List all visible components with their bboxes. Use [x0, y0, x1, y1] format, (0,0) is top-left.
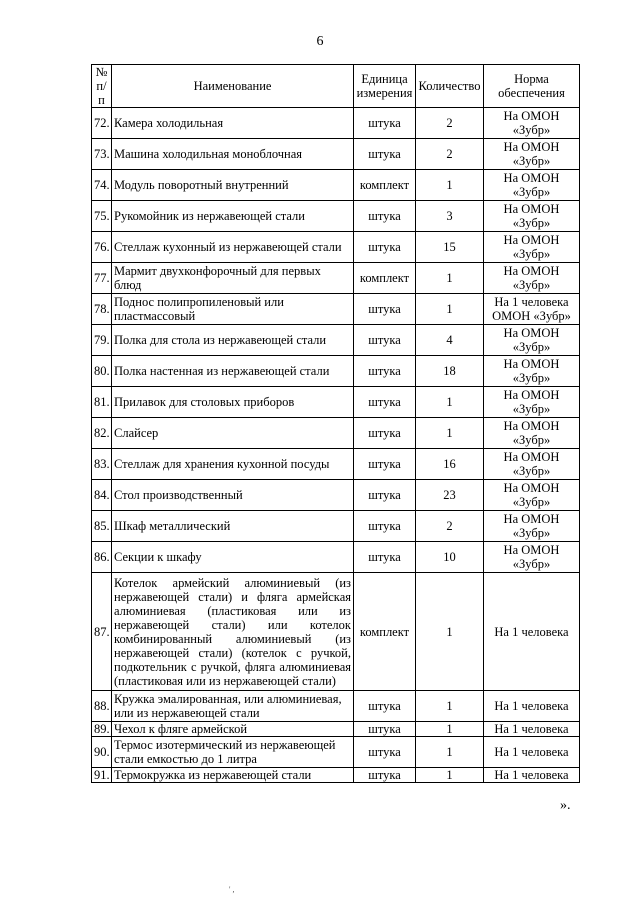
row-norm: На ОМОН «Зубр» — [484, 356, 580, 387]
row-number: 76. — [92, 232, 112, 263]
closing-quote-mark: ». — [560, 798, 571, 813]
header-norm: Норма обеспечения — [484, 65, 580, 108]
row-unit: штука — [354, 691, 416, 722]
row-norm: На ОМОН «Зубр» — [484, 387, 580, 418]
table-row — [92, 768, 580, 783]
row-unit: штука — [354, 480, 416, 511]
row-quantity: 1 — [416, 722, 484, 737]
row-number: 91. — [92, 768, 112, 783]
row-norm: На 1 человека — [484, 722, 580, 737]
row-name: Стеллаж кухонный из нержавеющей стали — [112, 232, 354, 263]
row-unit: штука — [354, 387, 416, 418]
row-norm: На ОМОН «Зубр» — [484, 201, 580, 232]
row-norm: На ОМОН «Зубр» — [484, 542, 580, 573]
row-number: 88. — [92, 691, 112, 722]
row-number: 78. — [92, 294, 112, 325]
table-row — [92, 418, 580, 449]
row-norm: На ОМОН «Зубр» — [484, 480, 580, 511]
row-unit: штука — [354, 139, 416, 170]
row-norm: На ОМОН «Зубр» — [484, 108, 580, 139]
row-name: Стол производственный — [112, 480, 354, 511]
header-unit: Единица измерения — [354, 65, 416, 108]
equipment-norms-table — [91, 64, 580, 783]
row-number: 82. — [92, 418, 112, 449]
row-number: 83. — [92, 449, 112, 480]
table-row — [92, 170, 580, 201]
row-number: 73. — [92, 139, 112, 170]
row-quantity: 2 — [416, 511, 484, 542]
table-header-row — [92, 65, 580, 108]
row-number: 79. — [92, 325, 112, 356]
row-quantity: 1 — [416, 263, 484, 294]
row-name: Стеллаж для хранения кухонной посуды — [112, 449, 354, 480]
row-norm: На 1 человека — [484, 573, 580, 691]
row-name: Модуль поворотный внутренний — [112, 170, 354, 201]
row-number: 74. — [92, 170, 112, 201]
row-quantity: 1 — [416, 737, 484, 768]
row-quantity: 3 — [416, 201, 484, 232]
table-row — [92, 542, 580, 573]
table-row — [92, 139, 580, 170]
row-quantity: 18 — [416, 356, 484, 387]
row-unit: комплект — [354, 573, 416, 691]
row-number: 85. — [92, 511, 112, 542]
row-number: 81. — [92, 387, 112, 418]
row-quantity: 1 — [416, 768, 484, 783]
row-name: Мармит двухконфорочный для первых блюд — [112, 263, 354, 294]
table-row — [92, 325, 580, 356]
row-quantity: 2 — [416, 139, 484, 170]
row-norm: На 1 человека — [484, 691, 580, 722]
table-row — [92, 480, 580, 511]
table-row — [92, 263, 580, 294]
row-name: Термокружка из нержавеющей стали — [112, 768, 354, 783]
row-name: Секции к шкафу — [112, 542, 354, 573]
row-name: Машина холодильная моноблочная — [112, 139, 354, 170]
row-unit: комплект — [354, 263, 416, 294]
row-unit: штука — [354, 511, 416, 542]
row-unit: штука — [354, 232, 416, 263]
row-norm: На ОМОН «Зубр» — [484, 139, 580, 170]
row-quantity: 1 — [416, 387, 484, 418]
row-unit: штука — [354, 108, 416, 139]
row-number: 77. — [92, 263, 112, 294]
row-name: Поднос полипропиленовый или пластмассовый — [112, 294, 354, 325]
row-unit: штука — [354, 418, 416, 449]
row-number: 72. — [92, 108, 112, 139]
table-row — [92, 737, 580, 768]
row-number: 90. — [92, 737, 112, 768]
row-quantity: 1 — [416, 691, 484, 722]
row-norm: На ОМОН «Зубр» — [484, 418, 580, 449]
table-row — [92, 573, 580, 691]
row-unit: штука — [354, 449, 416, 480]
row-name: Прилавок для столовых приборов — [112, 387, 354, 418]
row-number: 75. — [92, 201, 112, 232]
row-unit: штука — [354, 722, 416, 737]
table-row — [92, 201, 580, 232]
row-quantity: 1 — [416, 418, 484, 449]
row-norm: На ОМОН «Зубр» — [484, 325, 580, 356]
row-norm: На ОМОН «Зубр» — [484, 511, 580, 542]
row-quantity: 4 — [416, 325, 484, 356]
page-number: 6 — [316, 34, 324, 49]
row-norm: На 1 человека — [484, 768, 580, 783]
row-quantity: 2 — [416, 108, 484, 139]
row-quantity: 23 — [416, 480, 484, 511]
header-num: № п/п — [92, 65, 112, 108]
row-unit: штука — [354, 737, 416, 768]
table-row — [92, 232, 580, 263]
row-unit: штука — [354, 201, 416, 232]
row-number: 87. — [92, 573, 112, 691]
header-qty: Количество — [416, 65, 484, 108]
row-name: Полка для стола из нержавеющей стали — [112, 325, 354, 356]
header-name: Наименование — [112, 65, 354, 108]
row-quantity: 1 — [416, 294, 484, 325]
row-number: 80. — [92, 356, 112, 387]
row-norm: На ОМОН «Зубр» — [484, 263, 580, 294]
table-row — [92, 294, 580, 325]
row-name: Камера холодильная — [112, 108, 354, 139]
row-name: Чехол к фляге армейской — [112, 722, 354, 737]
row-quantity: 16 — [416, 449, 484, 480]
row-unit: штука — [354, 325, 416, 356]
row-name: Термос изотермический из нержавеющей стали емкостью до 1 литра — [112, 737, 354, 768]
row-norm: На 1 человека ОМОН «Зубр» — [484, 294, 580, 325]
row-quantity: 15 — [416, 232, 484, 263]
row-number: 84. — [92, 480, 112, 511]
footer-mark: ' , — [229, 885, 235, 894]
row-unit: штука — [354, 768, 416, 783]
row-name: Полка настенная из нержавеющей стали — [112, 356, 354, 387]
row-norm: На ОМОН «Зубр» — [484, 232, 580, 263]
row-norm: На ОМОН «Зубр» — [484, 170, 580, 201]
row-number: 89. — [92, 722, 112, 737]
table-row — [92, 356, 580, 387]
row-name: Кружка эмалированная, или алюминиевая, или из нержавеющей стали — [112, 691, 354, 722]
table-row — [92, 722, 580, 737]
row-name: Котелок армейский алюминиевый (из нержавеющей стали) и фляга армейская алюминиевая (пластиковая или из нержавеющей стали) или котелок комбинированный алюминиевый (из нержавеющей стали) (котелок с ручкой, подкотельник с ручкой, фляга алюминиевая (пластиковая или из нержавеющей стали) — [112, 573, 354, 691]
row-unit: штука — [354, 542, 416, 573]
row-number: 86. — [92, 542, 112, 573]
table-row — [92, 449, 580, 480]
row-norm: На ОМОН «Зубр» — [484, 449, 580, 480]
table-row — [92, 108, 580, 139]
table-row — [92, 387, 580, 418]
row-quantity: 1 — [416, 573, 484, 691]
row-name: Рукомойник из нержавеющей стали — [112, 201, 354, 232]
row-norm: На 1 человека — [484, 737, 580, 768]
row-quantity: 1 — [416, 170, 484, 201]
row-name: Шкаф металлический — [112, 511, 354, 542]
row-unit: штука — [354, 356, 416, 387]
table-body — [92, 108, 580, 783]
row-unit: штука — [354, 294, 416, 325]
row-quantity: 10 — [416, 542, 484, 573]
row-unit: комплект — [354, 170, 416, 201]
table-row — [92, 511, 580, 542]
row-name: Слайсер — [112, 418, 354, 449]
table-row — [92, 691, 580, 722]
